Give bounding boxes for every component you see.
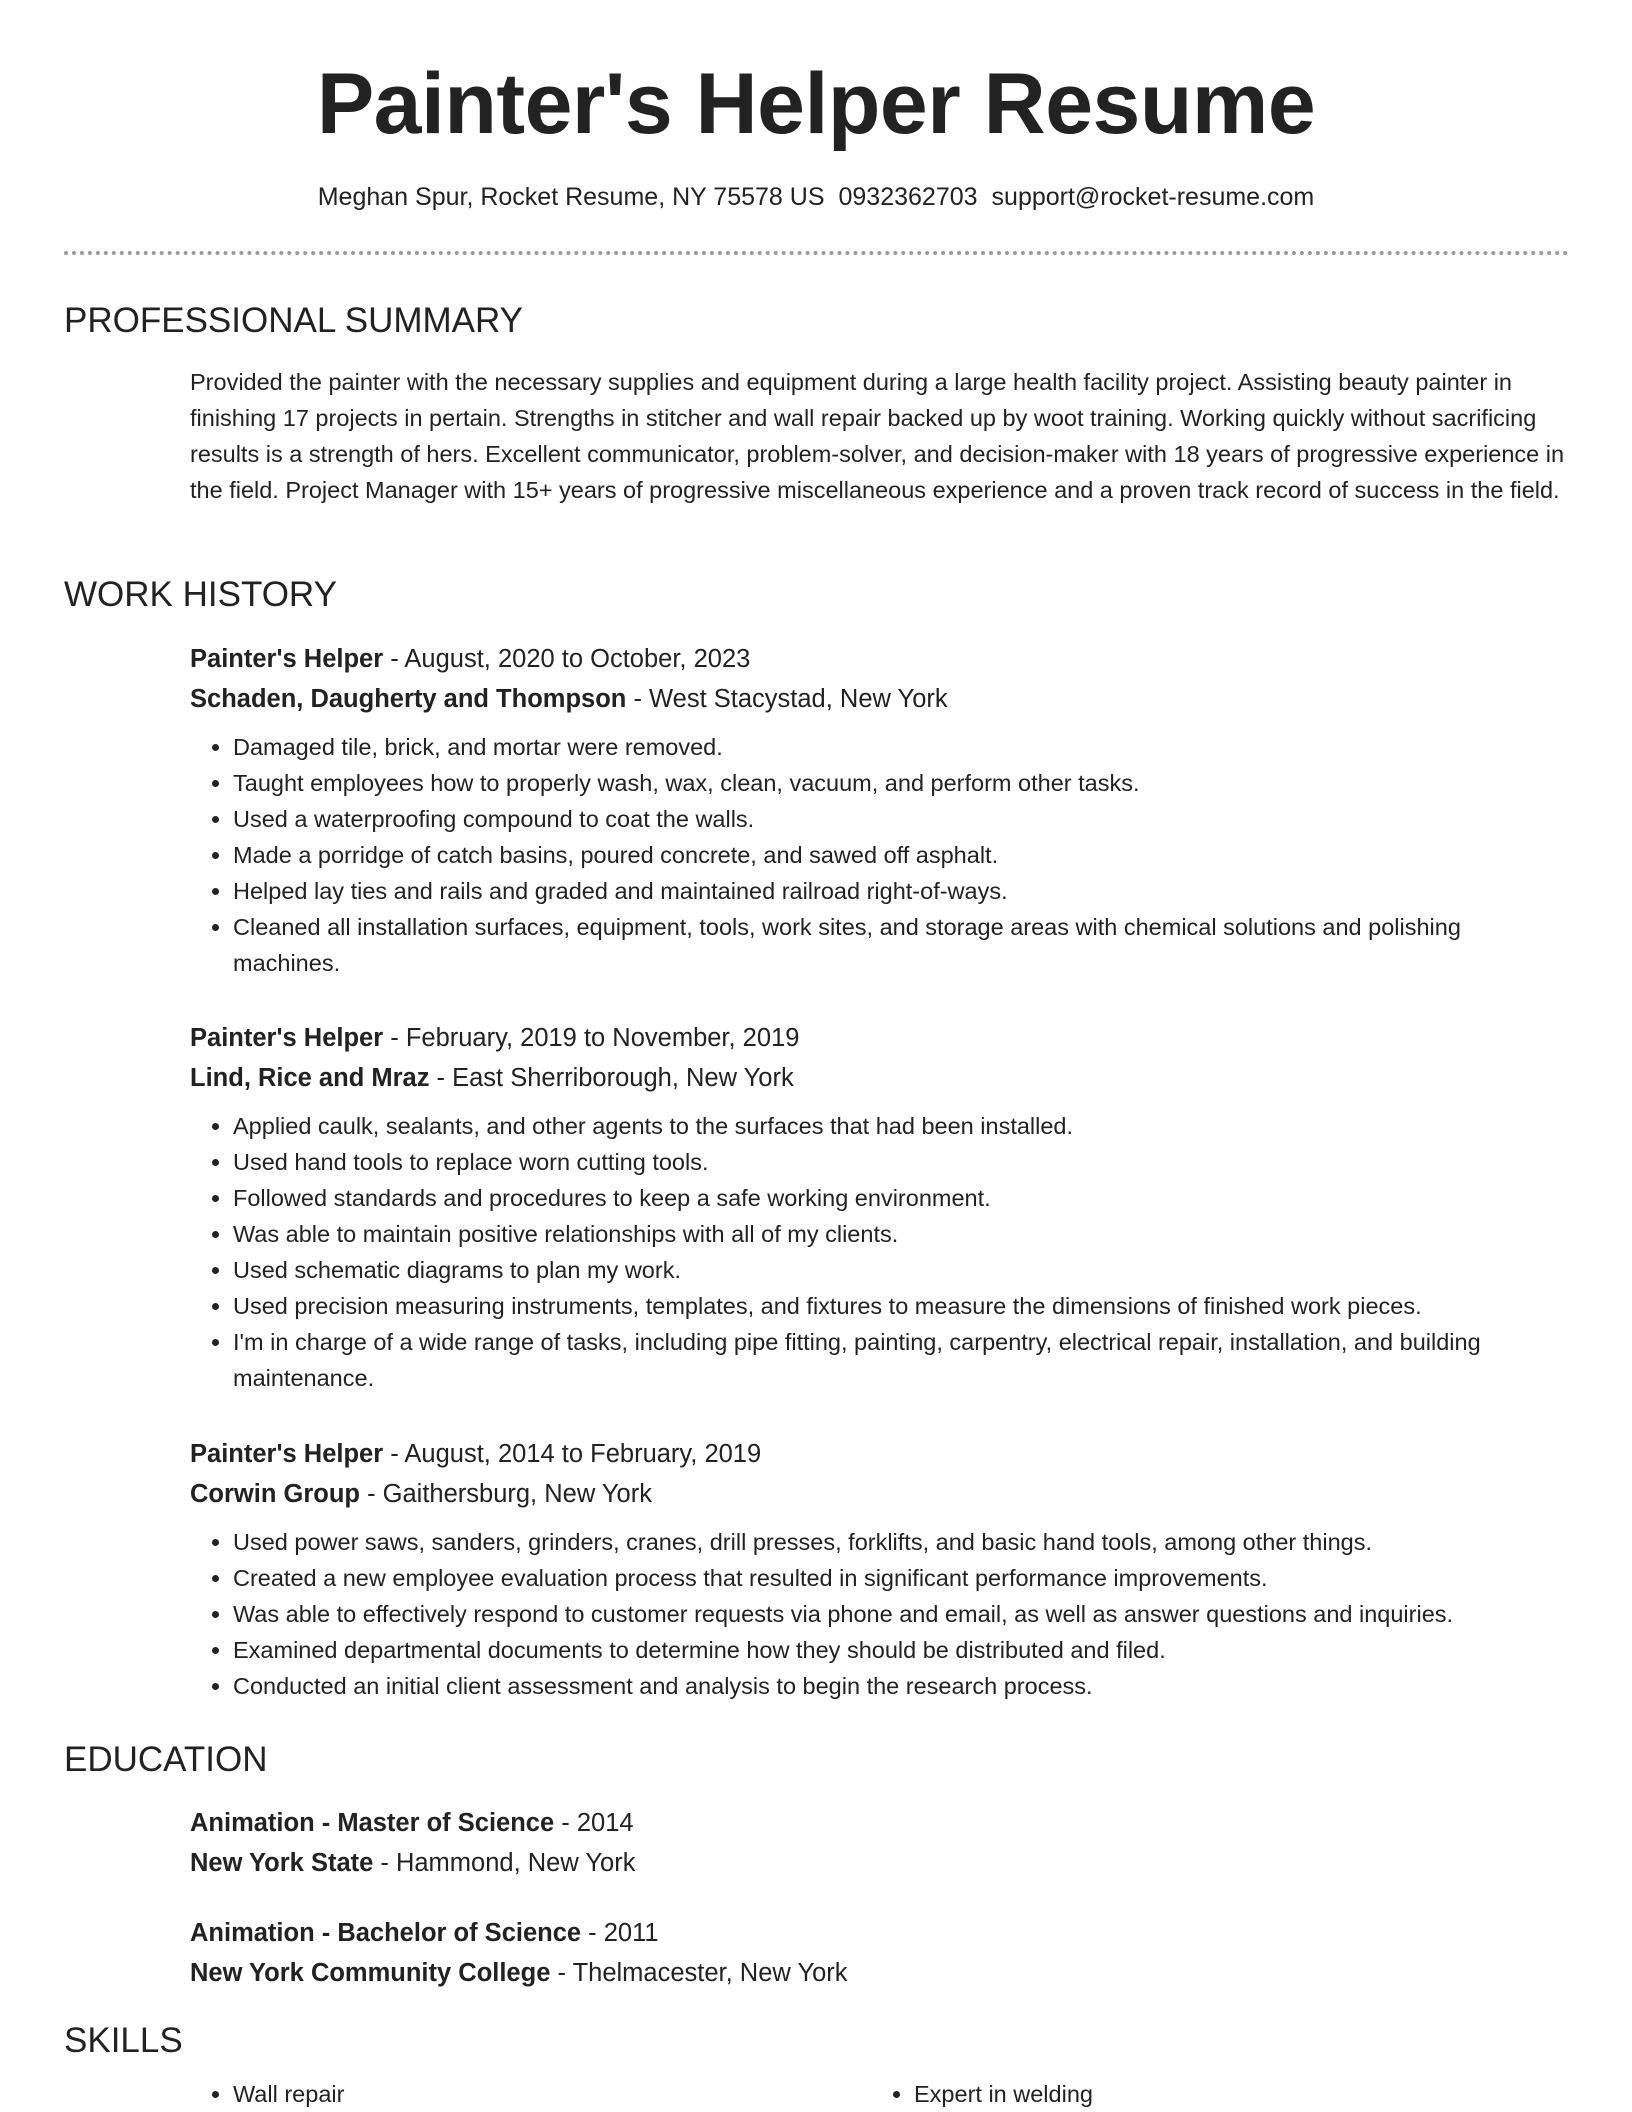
work-dates: - February, 2019 to November, 2019 bbox=[383, 1024, 800, 1052]
section-title-education: EDUCATION bbox=[64, 1740, 268, 1779]
work-company: Corwin Group bbox=[190, 1480, 360, 1508]
skills-list bbox=[190, 2076, 1570, 2112]
work-company: Schaden, Daugherty and Thompson bbox=[190, 685, 627, 713]
education-entry bbox=[190, 1803, 1570, 1883]
work-bullets bbox=[190, 1108, 1570, 1396]
work-location: - West Stacystad, New York bbox=[626, 685, 948, 713]
work-bullet: • Created a new employee evaluation process that resulted in significant performance improvements. bbox=[233, 1560, 1570, 1596]
contact-address: Meghan Spur, Rocket Resume, NY 75578 US bbox=[317, 183, 825, 211]
work-bullet: • Damaged tile, brick, and mortar were removed. bbox=[233, 729, 1570, 765]
section-title-work-history: WORK HISTORY bbox=[64, 575, 337, 614]
education-school: New York Community College bbox=[190, 1959, 551, 1987]
work-company-line bbox=[190, 679, 1570, 719]
work-bullet: • Made a porridge of catch basins, poured concrete, and sawed off asphalt. bbox=[233, 837, 1570, 873]
work-bullet: • Applied caulk, sealants, and other agents to the surfaces that had been installed. bbox=[233, 1108, 1570, 1144]
skills-column-right bbox=[871, 2076, 1093, 2112]
work-bullet: • Examined departmental documents to determine how they should be distributed and filed. bbox=[233, 1632, 1570, 1668]
contact-phone: 0932362703 bbox=[838, 183, 978, 211]
work-bullet: • Taught employees how to properly wash, wax, clean, vacuum, and perform other tasks. bbox=[233, 765, 1570, 801]
section-title-skills: SKILLS bbox=[64, 2021, 183, 2060]
work-role: Painter's Helper bbox=[190, 1024, 384, 1052]
education-entry bbox=[190, 1913, 1570, 1993]
work-role: Painter's Helper bbox=[190, 645, 384, 673]
work-bullets bbox=[190, 729, 1570, 981]
education-school-line bbox=[190, 1953, 1570, 1993]
work-company-line bbox=[190, 1474, 1570, 1514]
section-title-summary: PROFESSIONAL SUMMARY bbox=[64, 301, 523, 340]
work-role-line bbox=[190, 1434, 1570, 1474]
work-bullet: • Used a waterproofing compound to coat the walls. bbox=[233, 801, 1570, 837]
work-bullet: • Cleaned all installation surfaces, equipment, tools, work sites, and storage areas with chemical solutions and polishing machines. bbox=[233, 909, 1570, 981]
education-degree-line bbox=[190, 1803, 1570, 1843]
education-year: - 2011 bbox=[581, 1919, 659, 1947]
education-year: - 2014 bbox=[554, 1809, 634, 1837]
work-dates: - August, 2014 to February, 2019 bbox=[383, 1440, 762, 1468]
work-bullet: • Used hand tools to replace worn cutting tools. bbox=[233, 1144, 1570, 1180]
work-role-line bbox=[190, 1018, 1570, 1058]
education-school-line bbox=[190, 1843, 1570, 1883]
header-divider bbox=[64, 251, 1569, 255]
work-bullets bbox=[190, 1524, 1570, 1704]
work-entry bbox=[190, 639, 1570, 981]
summary-text: Provided the painter with the necessary supplies and equipment during a large health facility project. Assisting beauty painter in finishing 17 projects in pertain. Strengths in stitcher and wall repair backed up by woot training. Working quickly without sacrificing results is a strength of hers. Excellent communicator, problem-solver, and decision-maker with 18 years of progressive experience in the field. Project Manager with 15+ years of progressive miscellaneous experience and a proven track record of success in the field. bbox=[190, 369, 1565, 503]
skills-column-left bbox=[190, 2076, 344, 2112]
work-bullet: • Followed standards and procedures to keep a safe working environment. bbox=[233, 1180, 1570, 1216]
work-bullet: • Used power saws, sanders, grinders, cranes, drill presses, forklifts, and basic hand tools, among other things. bbox=[233, 1524, 1570, 1560]
education-location: - Thelmacester, New York bbox=[550, 1959, 848, 1987]
work-role: Painter's Helper bbox=[190, 1440, 384, 1468]
work-bullet: • Helped lay ties and rails and graded and maintained railroad right-of-ways. bbox=[233, 873, 1570, 909]
skill-item: • Expert in welding bbox=[914, 2076, 1093, 2112]
work-bullet: • Used precision measuring instruments, templates, and fixtures to measure the dimensions of finished work pieces. bbox=[233, 1288, 1570, 1324]
work-role-line bbox=[190, 639, 1570, 679]
work-bullet: • Was able to maintain positive relationships with all of my clients. bbox=[233, 1216, 1570, 1252]
resume-title: Painter's Helper Resume bbox=[316, 56, 1316, 152]
education-school: New York State bbox=[190, 1849, 374, 1877]
work-company: Lind, Rice and Mraz bbox=[190, 1064, 430, 1092]
education-location: - Hammond, New York bbox=[373, 1849, 636, 1877]
work-entry bbox=[190, 1018, 1570, 1396]
work-bullet: • I'm in charge of a wide range of tasks, including pipe fitting, painting, carpentry, electrical repair, installation, and building maintenance. bbox=[233, 1324, 1570, 1396]
education-degree-line bbox=[190, 1913, 1570, 1953]
education-degree: Animation - Master of Science bbox=[190, 1809, 555, 1837]
work-bullet: • Used schematic diagrams to plan my work. bbox=[233, 1252, 1570, 1288]
work-dates: - August, 2020 to October, 2023 bbox=[383, 645, 751, 673]
contact-email[interactable]: support@rocket-resume.com bbox=[991, 183, 1315, 211]
work-bullet: • Was able to effectively respond to customer requests via phone and email, as well as answer questions and inquiries. bbox=[233, 1596, 1570, 1632]
work-location: - East Sherriborough, New York bbox=[429, 1064, 794, 1092]
work-entry bbox=[190, 1434, 1570, 1704]
work-company-line bbox=[190, 1058, 1570, 1098]
work-bullet: • Conducted an initial client assessment and analysis to begin the research process. bbox=[233, 1668, 1570, 1704]
work-location: - Gaithersburg, New York bbox=[359, 1480, 652, 1508]
education-degree: Animation - Bachelor of Science bbox=[190, 1919, 582, 1947]
contact-line bbox=[0, 180, 1632, 214]
skill-item: • Wall repair bbox=[233, 2076, 344, 2112]
